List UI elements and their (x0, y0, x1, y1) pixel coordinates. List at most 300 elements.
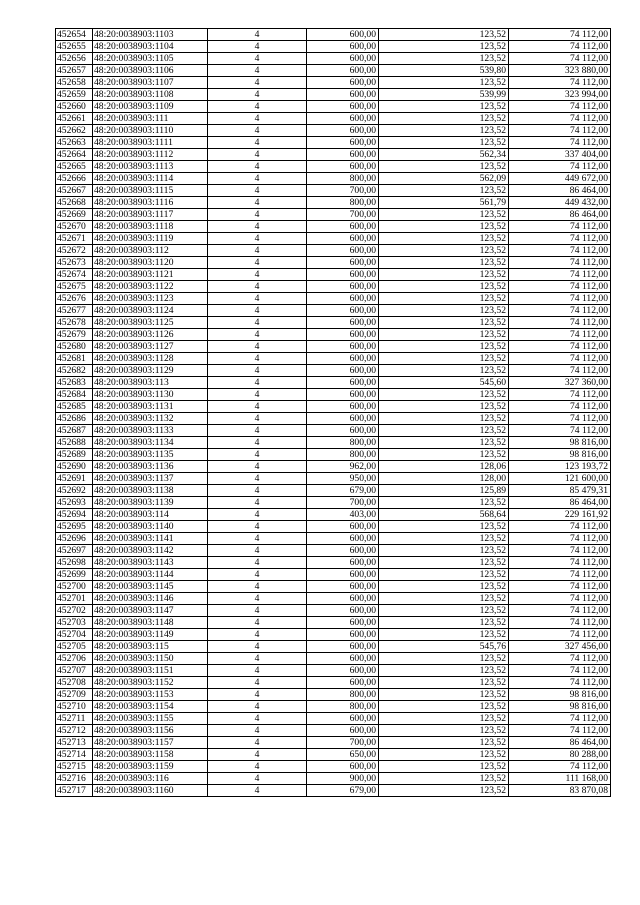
cadastral-number-cell: 48:20:0038903:1139 (93, 497, 208, 509)
cadastral-number-cell: 48:20:0038903:1142 (93, 545, 208, 557)
area-cell: 650,00 (307, 749, 379, 761)
cadastral-number-cell: 48:20:0038903:1109 (93, 101, 208, 113)
row-number-cell: 452658 (56, 77, 93, 89)
cadastral-number-cell: 48:20:0038903:1129 (93, 365, 208, 377)
row-number-cell: 452671 (56, 233, 93, 245)
cadastral-value-cell: 74 112,00 (509, 77, 611, 89)
row-number-cell: 452677 (56, 305, 93, 317)
specific-value-cell: 123,52 (379, 497, 509, 509)
cadastral-number-cell: 48:20:0038903:1116 (93, 197, 208, 209)
table-row (56, 509, 611, 521)
specific-value-cell: 123,52 (379, 161, 509, 173)
table-row (56, 761, 611, 773)
area-cell: 600,00 (307, 101, 379, 113)
cadastral-value-cell: 74 112,00 (509, 617, 611, 629)
row-number-cell: 452714 (56, 749, 93, 761)
row-number-cell: 452666 (56, 173, 93, 185)
cadastral-number-cell: 48:20:0038903:1138 (93, 485, 208, 497)
row-number-cell: 452692 (56, 485, 93, 497)
area-cell: 700,00 (307, 737, 379, 749)
specific-value-cell: 123,52 (379, 185, 509, 197)
area-cell: 600,00 (307, 677, 379, 689)
row-number-cell: 452701 (56, 593, 93, 605)
specific-value-cell: 123,52 (379, 773, 509, 785)
specific-value-cell: 123,52 (379, 437, 509, 449)
area-cell: 950,00 (307, 473, 379, 485)
cadastral-value-cell: 98 816,00 (509, 701, 611, 713)
row-number-cell: 452693 (56, 497, 93, 509)
row-number-cell: 452675 (56, 281, 93, 293)
specific-value-cell: 123,52 (379, 281, 509, 293)
row-number-cell: 452654 (56, 29, 93, 41)
cadastral-number-cell: 48:20:0038903:1111 (93, 137, 208, 149)
category-cell: 4 (208, 569, 307, 581)
cadastral-value-cell: 86 464,00 (509, 737, 611, 749)
table-row (56, 365, 611, 377)
specific-value-cell: 123,52 (379, 533, 509, 545)
table-row (56, 677, 611, 689)
area-cell: 800,00 (307, 173, 379, 185)
category-cell: 4 (208, 557, 307, 569)
category-cell: 4 (208, 509, 307, 521)
cadastral-value-cell: 74 112,00 (509, 425, 611, 437)
specific-value-cell: 123,52 (379, 413, 509, 425)
cadastral-value-cell: 83 870,08 (509, 785, 611, 797)
specific-value-cell: 123,52 (379, 101, 509, 113)
cadastral-number-cell: 48:20:0038903:1123 (93, 293, 208, 305)
cadastral-number-cell: 48:20:0038903:1160 (93, 785, 208, 797)
cadastral-value-cell: 327 360,00 (509, 377, 611, 389)
table-row (56, 749, 611, 761)
specific-value-cell: 123,52 (379, 521, 509, 533)
cadastral-number-cell: 48:20:0038903:1114 (93, 173, 208, 185)
cadastral-number-cell: 48:20:0038903:1158 (93, 749, 208, 761)
category-cell: 4 (208, 617, 307, 629)
category-cell: 4 (208, 497, 307, 509)
cadastral-number-cell: 48:20:0038903:1119 (93, 233, 208, 245)
category-cell: 4 (208, 149, 307, 161)
row-number-cell: 452698 (56, 557, 93, 569)
specific-value-cell: 123,52 (379, 317, 509, 329)
table-row (56, 569, 611, 581)
row-number-cell: 452681 (56, 353, 93, 365)
category-cell: 4 (208, 737, 307, 749)
row-number-cell: 452656 (56, 53, 93, 65)
cadastral-value-cell: 74 112,00 (509, 593, 611, 605)
specific-value-cell: 123,52 (379, 701, 509, 713)
table-row (56, 329, 611, 341)
row-number-cell: 452669 (56, 209, 93, 221)
row-number-cell: 452679 (56, 329, 93, 341)
cadastral-number-cell: 48:20:0038903:1152 (93, 677, 208, 689)
row-number-cell: 452712 (56, 725, 93, 737)
category-cell: 4 (208, 29, 307, 41)
cadastral-number-cell: 48:20:0038903:1133 (93, 425, 208, 437)
specific-value-cell: 123,52 (379, 305, 509, 317)
cadastral-number-cell: 48:20:0038903:1115 (93, 185, 208, 197)
row-number-cell: 452661 (56, 113, 93, 125)
specific-value-cell: 545,76 (379, 641, 509, 653)
row-number-cell: 452663 (56, 137, 93, 149)
specific-value-cell: 123,52 (379, 557, 509, 569)
row-number-cell: 452687 (56, 425, 93, 437)
area-cell: 600,00 (307, 125, 379, 137)
specific-value-cell: 125,89 (379, 485, 509, 497)
cadastral-value-table (55, 28, 611, 797)
area-cell: 600,00 (307, 53, 379, 65)
specific-value-cell: 123,52 (379, 341, 509, 353)
cadastral-value-cell: 74 112,00 (509, 137, 611, 149)
row-number-cell: 452678 (56, 317, 93, 329)
row-number-cell: 452682 (56, 365, 93, 377)
category-cell: 4 (208, 401, 307, 413)
category-cell: 4 (208, 713, 307, 725)
specific-value-cell: 539,99 (379, 89, 509, 101)
table-row (56, 389, 611, 401)
area-cell: 600,00 (307, 641, 379, 653)
cadastral-number-cell: 48:20:0038903:1126 (93, 329, 208, 341)
specific-value-cell: 123,52 (379, 617, 509, 629)
specific-value-cell: 123,52 (379, 245, 509, 257)
cadastral-value-cell: 86 464,00 (509, 185, 611, 197)
specific-value-cell: 123,52 (379, 653, 509, 665)
table-row (56, 425, 611, 437)
table-row (56, 581, 611, 593)
cadastral-value-cell: 123 193,72 (509, 461, 611, 473)
specific-value-cell: 562,09 (379, 173, 509, 185)
area-cell: 600,00 (307, 389, 379, 401)
category-cell: 4 (208, 329, 307, 341)
cadastral-value-cell: 121 600,00 (509, 473, 611, 485)
category-cell: 4 (208, 77, 307, 89)
cadastral-value-cell: 74 112,00 (509, 725, 611, 737)
category-cell: 4 (208, 413, 307, 425)
category-cell: 4 (208, 341, 307, 353)
cadastral-number-cell: 48:20:0038903:114 (93, 509, 208, 521)
cadastral-number-cell: 48:20:0038903:1154 (93, 701, 208, 713)
cadastral-value-cell: 74 112,00 (509, 293, 611, 305)
table-row (56, 293, 611, 305)
category-cell: 4 (208, 365, 307, 377)
table-row (56, 449, 611, 461)
category-cell: 4 (208, 197, 307, 209)
area-cell: 600,00 (307, 137, 379, 149)
specific-value-cell: 539,80 (379, 65, 509, 77)
specific-value-cell: 123,52 (379, 41, 509, 53)
cadastral-number-cell: 48:20:0038903:1112 (93, 149, 208, 161)
area-cell: 600,00 (307, 233, 379, 245)
table-row (56, 437, 611, 449)
cadastral-value-cell: 74 112,00 (509, 629, 611, 641)
table-row (56, 401, 611, 413)
cadastral-value-cell: 449 432,00 (509, 197, 611, 209)
table-row (56, 533, 611, 545)
category-cell: 4 (208, 749, 307, 761)
area-cell: 800,00 (307, 689, 379, 701)
table-row (56, 557, 611, 569)
cadastral-number-cell: 48:20:0038903:1134 (93, 437, 208, 449)
table-row (56, 29, 611, 41)
area-cell: 679,00 (307, 785, 379, 797)
specific-value-cell: 123,52 (379, 329, 509, 341)
cadastral-value-cell: 74 112,00 (509, 569, 611, 581)
area-cell: 600,00 (307, 629, 379, 641)
row-number-cell: 452657 (56, 65, 93, 77)
table-row (56, 281, 611, 293)
specific-value-cell: 123,52 (379, 77, 509, 89)
table-row (56, 221, 611, 233)
cadastral-number-cell: 48:20:0038903:1125 (93, 317, 208, 329)
cadastral-number-cell: 48:20:0038903:1143 (93, 557, 208, 569)
specific-value-cell: 123,52 (379, 389, 509, 401)
area-cell: 600,00 (307, 293, 379, 305)
specific-value-cell: 561,79 (379, 197, 509, 209)
area-cell: 600,00 (307, 761, 379, 773)
cadastral-value-cell: 74 112,00 (509, 305, 611, 317)
specific-value-cell: 123,52 (379, 749, 509, 761)
table-row (56, 593, 611, 605)
table-row (56, 605, 611, 617)
row-number-cell: 452673 (56, 257, 93, 269)
category-cell: 4 (208, 521, 307, 533)
cadastral-number-cell: 48:20:0038903:1120 (93, 257, 208, 269)
cadastral-number-cell: 48:20:0038903:1153 (93, 689, 208, 701)
cadastral-number-cell: 48:20:0038903:1146 (93, 593, 208, 605)
row-number-cell: 452672 (56, 245, 93, 257)
specific-value-cell: 123,52 (379, 125, 509, 137)
cadastral-number-cell: 48:20:0038903:1107 (93, 77, 208, 89)
row-number-cell: 452684 (56, 389, 93, 401)
category-cell: 4 (208, 125, 307, 137)
area-cell: 600,00 (307, 77, 379, 89)
area-cell: 403,00 (307, 509, 379, 521)
cadastral-number-cell: 48:20:0038903:1151 (93, 665, 208, 677)
table-row (56, 245, 611, 257)
area-cell: 600,00 (307, 305, 379, 317)
table-row (56, 641, 611, 653)
area-cell: 600,00 (307, 557, 379, 569)
cadastral-number-cell: 48:20:0038903:1127 (93, 341, 208, 353)
cadastral-number-cell: 48:20:0038903:1141 (93, 533, 208, 545)
area-cell: 800,00 (307, 437, 379, 449)
cadastral-number-cell: 48:20:0038903:1104 (93, 41, 208, 53)
category-cell: 4 (208, 281, 307, 293)
area-cell: 600,00 (307, 161, 379, 173)
cadastral-value-cell: 74 112,00 (509, 101, 611, 113)
specific-value-cell: 123,52 (379, 353, 509, 365)
table-row (56, 269, 611, 281)
specific-value-cell: 545,60 (379, 377, 509, 389)
category-cell: 4 (208, 245, 307, 257)
area-cell: 600,00 (307, 353, 379, 365)
row-number-cell: 452699 (56, 569, 93, 581)
cadastral-number-cell: 48:20:0038903:1135 (93, 449, 208, 461)
cadastral-value-cell: 74 112,00 (509, 125, 611, 137)
area-cell: 600,00 (307, 41, 379, 53)
category-cell: 4 (208, 173, 307, 185)
table-row (56, 77, 611, 89)
cadastral-value-cell: 229 161,92 (509, 509, 611, 521)
table-row (56, 617, 611, 629)
table-row (56, 353, 611, 365)
row-number-cell: 452686 (56, 413, 93, 425)
cadastral-value-cell: 74 112,00 (509, 389, 611, 401)
specific-value-cell: 123,52 (379, 737, 509, 749)
specific-value-cell: 123,52 (379, 209, 509, 221)
table-row (56, 209, 611, 221)
row-number-cell: 452691 (56, 473, 93, 485)
specific-value-cell: 123,52 (379, 221, 509, 233)
category-cell: 4 (208, 41, 307, 53)
cadastral-value-cell: 74 112,00 (509, 161, 611, 173)
area-cell: 600,00 (307, 617, 379, 629)
area-cell: 600,00 (307, 425, 379, 437)
table-row (56, 233, 611, 245)
cadastral-value-cell: 74 112,00 (509, 257, 611, 269)
cadastral-value-cell: 74 112,00 (509, 29, 611, 41)
row-number-cell: 452704 (56, 629, 93, 641)
cadastral-number-cell: 48:20:0038903:1157 (93, 737, 208, 749)
area-cell: 700,00 (307, 209, 379, 221)
category-cell: 4 (208, 581, 307, 593)
row-number-cell: 452685 (56, 401, 93, 413)
row-number-cell: 452674 (56, 269, 93, 281)
area-cell: 800,00 (307, 449, 379, 461)
specific-value-cell: 123,52 (379, 581, 509, 593)
category-cell: 4 (208, 653, 307, 665)
cadastral-value-cell: 74 112,00 (509, 545, 611, 557)
row-number-cell: 452711 (56, 713, 93, 725)
area-cell: 600,00 (307, 533, 379, 545)
row-number-cell: 452710 (56, 701, 93, 713)
area-cell: 600,00 (307, 545, 379, 557)
category-cell: 4 (208, 137, 307, 149)
specific-value-cell: 123,52 (379, 113, 509, 125)
table-row (56, 341, 611, 353)
area-cell: 600,00 (307, 89, 379, 101)
table-row (56, 773, 611, 785)
cadastral-number-cell: 48:20:0038903:1110 (93, 125, 208, 137)
cadastral-value-cell: 98 816,00 (509, 689, 611, 701)
row-number-cell: 452668 (56, 197, 93, 209)
specific-value-cell: 123,52 (379, 545, 509, 557)
cadastral-value-cell: 74 112,00 (509, 713, 611, 725)
cadastral-number-cell: 48:20:0038903:1117 (93, 209, 208, 221)
area-cell: 600,00 (307, 29, 379, 41)
cadastral-value-cell: 74 112,00 (509, 581, 611, 593)
cadastral-value-cell: 98 816,00 (509, 437, 611, 449)
specific-value-cell: 128,00 (379, 473, 509, 485)
cadastral-number-cell: 48:20:0038903:1118 (93, 221, 208, 233)
table-row (56, 317, 611, 329)
table-row (56, 161, 611, 173)
area-cell: 600,00 (307, 341, 379, 353)
row-number-cell: 452690 (56, 461, 93, 473)
cadastral-number-cell: 48:20:0038903:1144 (93, 569, 208, 581)
table-row (56, 689, 611, 701)
row-number-cell: 452716 (56, 773, 93, 785)
specific-value-cell: 562,34 (379, 149, 509, 161)
area-cell: 600,00 (307, 317, 379, 329)
specific-value-cell: 123,52 (379, 761, 509, 773)
specific-value-cell: 123,52 (379, 137, 509, 149)
table-row (56, 125, 611, 137)
category-cell: 4 (208, 677, 307, 689)
area-cell: 600,00 (307, 149, 379, 161)
area-cell: 600,00 (307, 257, 379, 269)
category-cell: 4 (208, 53, 307, 65)
table-row (56, 713, 611, 725)
row-number-cell: 452700 (56, 581, 93, 593)
specific-value-cell: 568,64 (379, 509, 509, 521)
row-number-cell: 452664 (56, 149, 93, 161)
area-cell: 600,00 (307, 113, 379, 125)
cadastral-value-cell: 74 112,00 (509, 245, 611, 257)
table-row (56, 701, 611, 713)
table-row (56, 137, 611, 149)
cadastral-value-cell: 98 816,00 (509, 449, 611, 461)
cadastral-number-cell: 48:20:0038903:1140 (93, 521, 208, 533)
category-cell: 4 (208, 761, 307, 773)
table-row (56, 101, 611, 113)
row-number-cell: 452689 (56, 449, 93, 461)
cadastral-value-cell: 74 112,00 (509, 221, 611, 233)
category-cell: 4 (208, 605, 307, 617)
area-cell: 700,00 (307, 497, 379, 509)
cadastral-number-cell: 48:20:0038903:1159 (93, 761, 208, 773)
row-number-cell: 452706 (56, 653, 93, 665)
cadastral-value-cell: 323 994,00 (509, 89, 611, 101)
category-cell: 4 (208, 629, 307, 641)
cadastral-value-cell: 74 112,00 (509, 329, 611, 341)
specific-value-cell: 123,52 (379, 725, 509, 737)
area-cell: 600,00 (307, 365, 379, 377)
specific-value-cell: 123,52 (379, 605, 509, 617)
category-cell: 4 (208, 701, 307, 713)
table-row (56, 653, 611, 665)
row-number-cell: 452709 (56, 689, 93, 701)
category-cell: 4 (208, 641, 307, 653)
specific-value-cell: 123,52 (379, 293, 509, 305)
cadastral-number-cell: 48:20:0038903:1137 (93, 473, 208, 485)
cadastral-value-cell: 86 464,00 (509, 497, 611, 509)
table-row (56, 521, 611, 533)
area-cell: 600,00 (307, 221, 379, 233)
specific-value-cell: 123,52 (379, 53, 509, 65)
category-cell: 4 (208, 185, 307, 197)
row-number-cell: 452667 (56, 185, 93, 197)
row-number-cell: 452708 (56, 677, 93, 689)
table-row (56, 305, 611, 317)
category-cell: 4 (208, 233, 307, 245)
cadastral-number-cell: 48:20:0038903:1147 (93, 605, 208, 617)
row-number-cell: 452676 (56, 293, 93, 305)
category-cell: 4 (208, 353, 307, 365)
row-number-cell: 452695 (56, 521, 93, 533)
specific-value-cell: 123,52 (379, 425, 509, 437)
row-number-cell: 452683 (56, 377, 93, 389)
specific-value-cell: 123,52 (379, 257, 509, 269)
cadastral-number-cell: 48:20:0038903:1136 (93, 461, 208, 473)
category-cell: 4 (208, 221, 307, 233)
cadastral-number-cell: 48:20:0038903:111 (93, 113, 208, 125)
table-row (56, 485, 611, 497)
specific-value-cell: 123,52 (379, 785, 509, 797)
area-cell: 600,00 (307, 605, 379, 617)
specific-value-cell: 123,52 (379, 233, 509, 245)
category-cell: 4 (208, 269, 307, 281)
cadastral-value-cell: 74 112,00 (509, 233, 611, 245)
